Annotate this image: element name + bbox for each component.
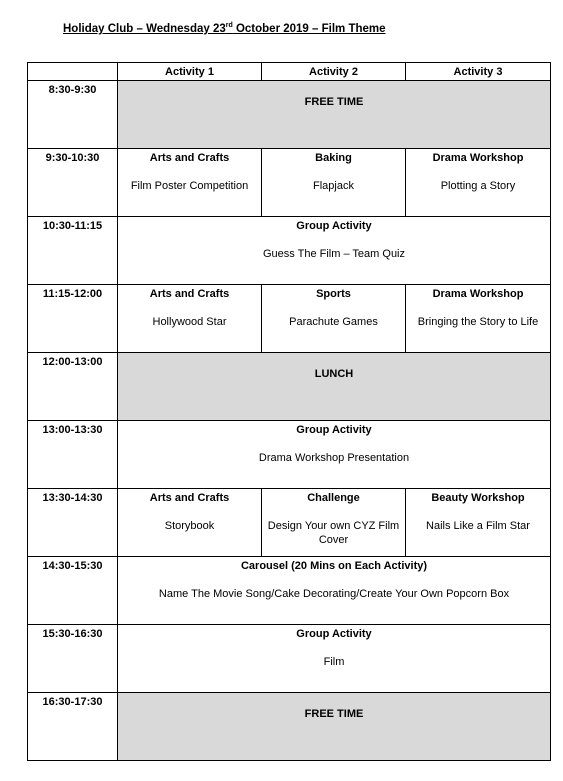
activity-heading: Beauty Workshop [431,492,525,504]
schedule-row [28,149,551,217]
activity-detail: Hollywood Star [152,316,227,328]
activity-heading: Arts and Crafts [149,492,230,504]
time-slot: 10:30-11:15 [28,217,118,285]
schedule-row [28,489,551,557]
schedule-table [27,62,551,761]
activity-detail: Plotting a Story [440,180,516,192]
group-cell [118,421,551,489]
group-heading: Group Activity [296,424,372,436]
group-cell [118,625,551,693]
activity-cell [262,489,406,557]
activity-cell [406,149,551,217]
activity-detail: Bringing the Story to Life [417,316,539,328]
schedule-row [28,421,551,489]
activity-heading: Challenge [307,492,360,504]
title-sup: rd [225,22,233,29]
time-slot: 15:30-16:30 [28,625,118,693]
activity-detail: Design Your own CYZ Film Cover [267,520,400,546]
activity-heading: Sports [316,288,351,300]
activity-detail: Storybook [164,520,215,532]
time-slot: 14:30-15:30 [28,557,118,625]
time-slot: 13:00-13:30 [28,421,118,489]
activity-heading: Drama Workshop [432,288,524,300]
group-detail: Film [323,656,345,668]
activity-cell [118,149,262,217]
activity-detail: Nails Like a Film Star [426,520,530,532]
activity-heading: Baking [315,152,352,164]
span-cell [118,353,551,421]
span-label: FREE TIME [304,708,364,720]
activity-cell [262,149,406,217]
activity-detail: Film Poster Competition [130,180,249,192]
header-cell-activity-2: Activity 2 [262,63,406,81]
activity-cell [118,285,262,353]
group-cell [118,217,551,285]
group-detail: Drama Workshop Presentation [258,452,410,464]
time-slot: 12:00-13:00 [28,353,118,421]
time-slot: 13:30-14:30 [28,489,118,557]
activity-heading: Arts and Crafts [149,288,230,300]
header-cell-activity-3: Activity 3 [406,63,551,81]
time-slot: 9:30-10:30 [28,149,118,217]
schedule-row [28,693,551,761]
schedule-row [28,353,551,421]
group-heading: Group Activity [296,220,372,232]
schedule-row [28,81,551,149]
span-label: LUNCH [314,368,354,380]
activity-cell [118,489,262,557]
activity-heading: Arts and Crafts [149,152,230,164]
title-prefix: Holiday Club – Wednesday 23 [63,22,226,35]
group-heading: Carousel (20 Mins on Each Activity) [240,560,428,572]
header-cell-time [28,63,118,81]
span-cell [118,693,551,761]
group-heading: Group Activity [296,628,372,640]
group-detail: Guess The Film – Team Quiz [262,248,406,260]
time-slot: 11:15-12:00 [28,285,118,353]
schedule-row [28,217,551,285]
span-label: FREE TIME [304,96,364,108]
span-cell [118,81,551,149]
title-suffix: October 2019 – Film Theme [232,22,386,35]
activity-heading: Drama Workshop [432,152,524,164]
header-row [28,63,551,81]
activity-detail: Flapjack [313,180,354,192]
schedule-row [28,285,551,353]
schedule-row [28,557,551,625]
group-detail: Name The Movie Song/Cake Decorating/Create Your Own Popcorn Box [158,588,510,600]
schedule-row [28,625,551,693]
activity-cell [406,489,551,557]
activity-cell [262,285,406,353]
time-slot: 16:30-17:30 [28,693,118,761]
time-slot: 8:30-9:30 [28,81,118,149]
header-cell-activity-1: Activity 1 [118,63,262,81]
page-title [63,22,386,35]
activity-detail: Parachute Games [289,316,378,328]
group-cell [118,557,551,625]
activity-cell [406,285,551,353]
